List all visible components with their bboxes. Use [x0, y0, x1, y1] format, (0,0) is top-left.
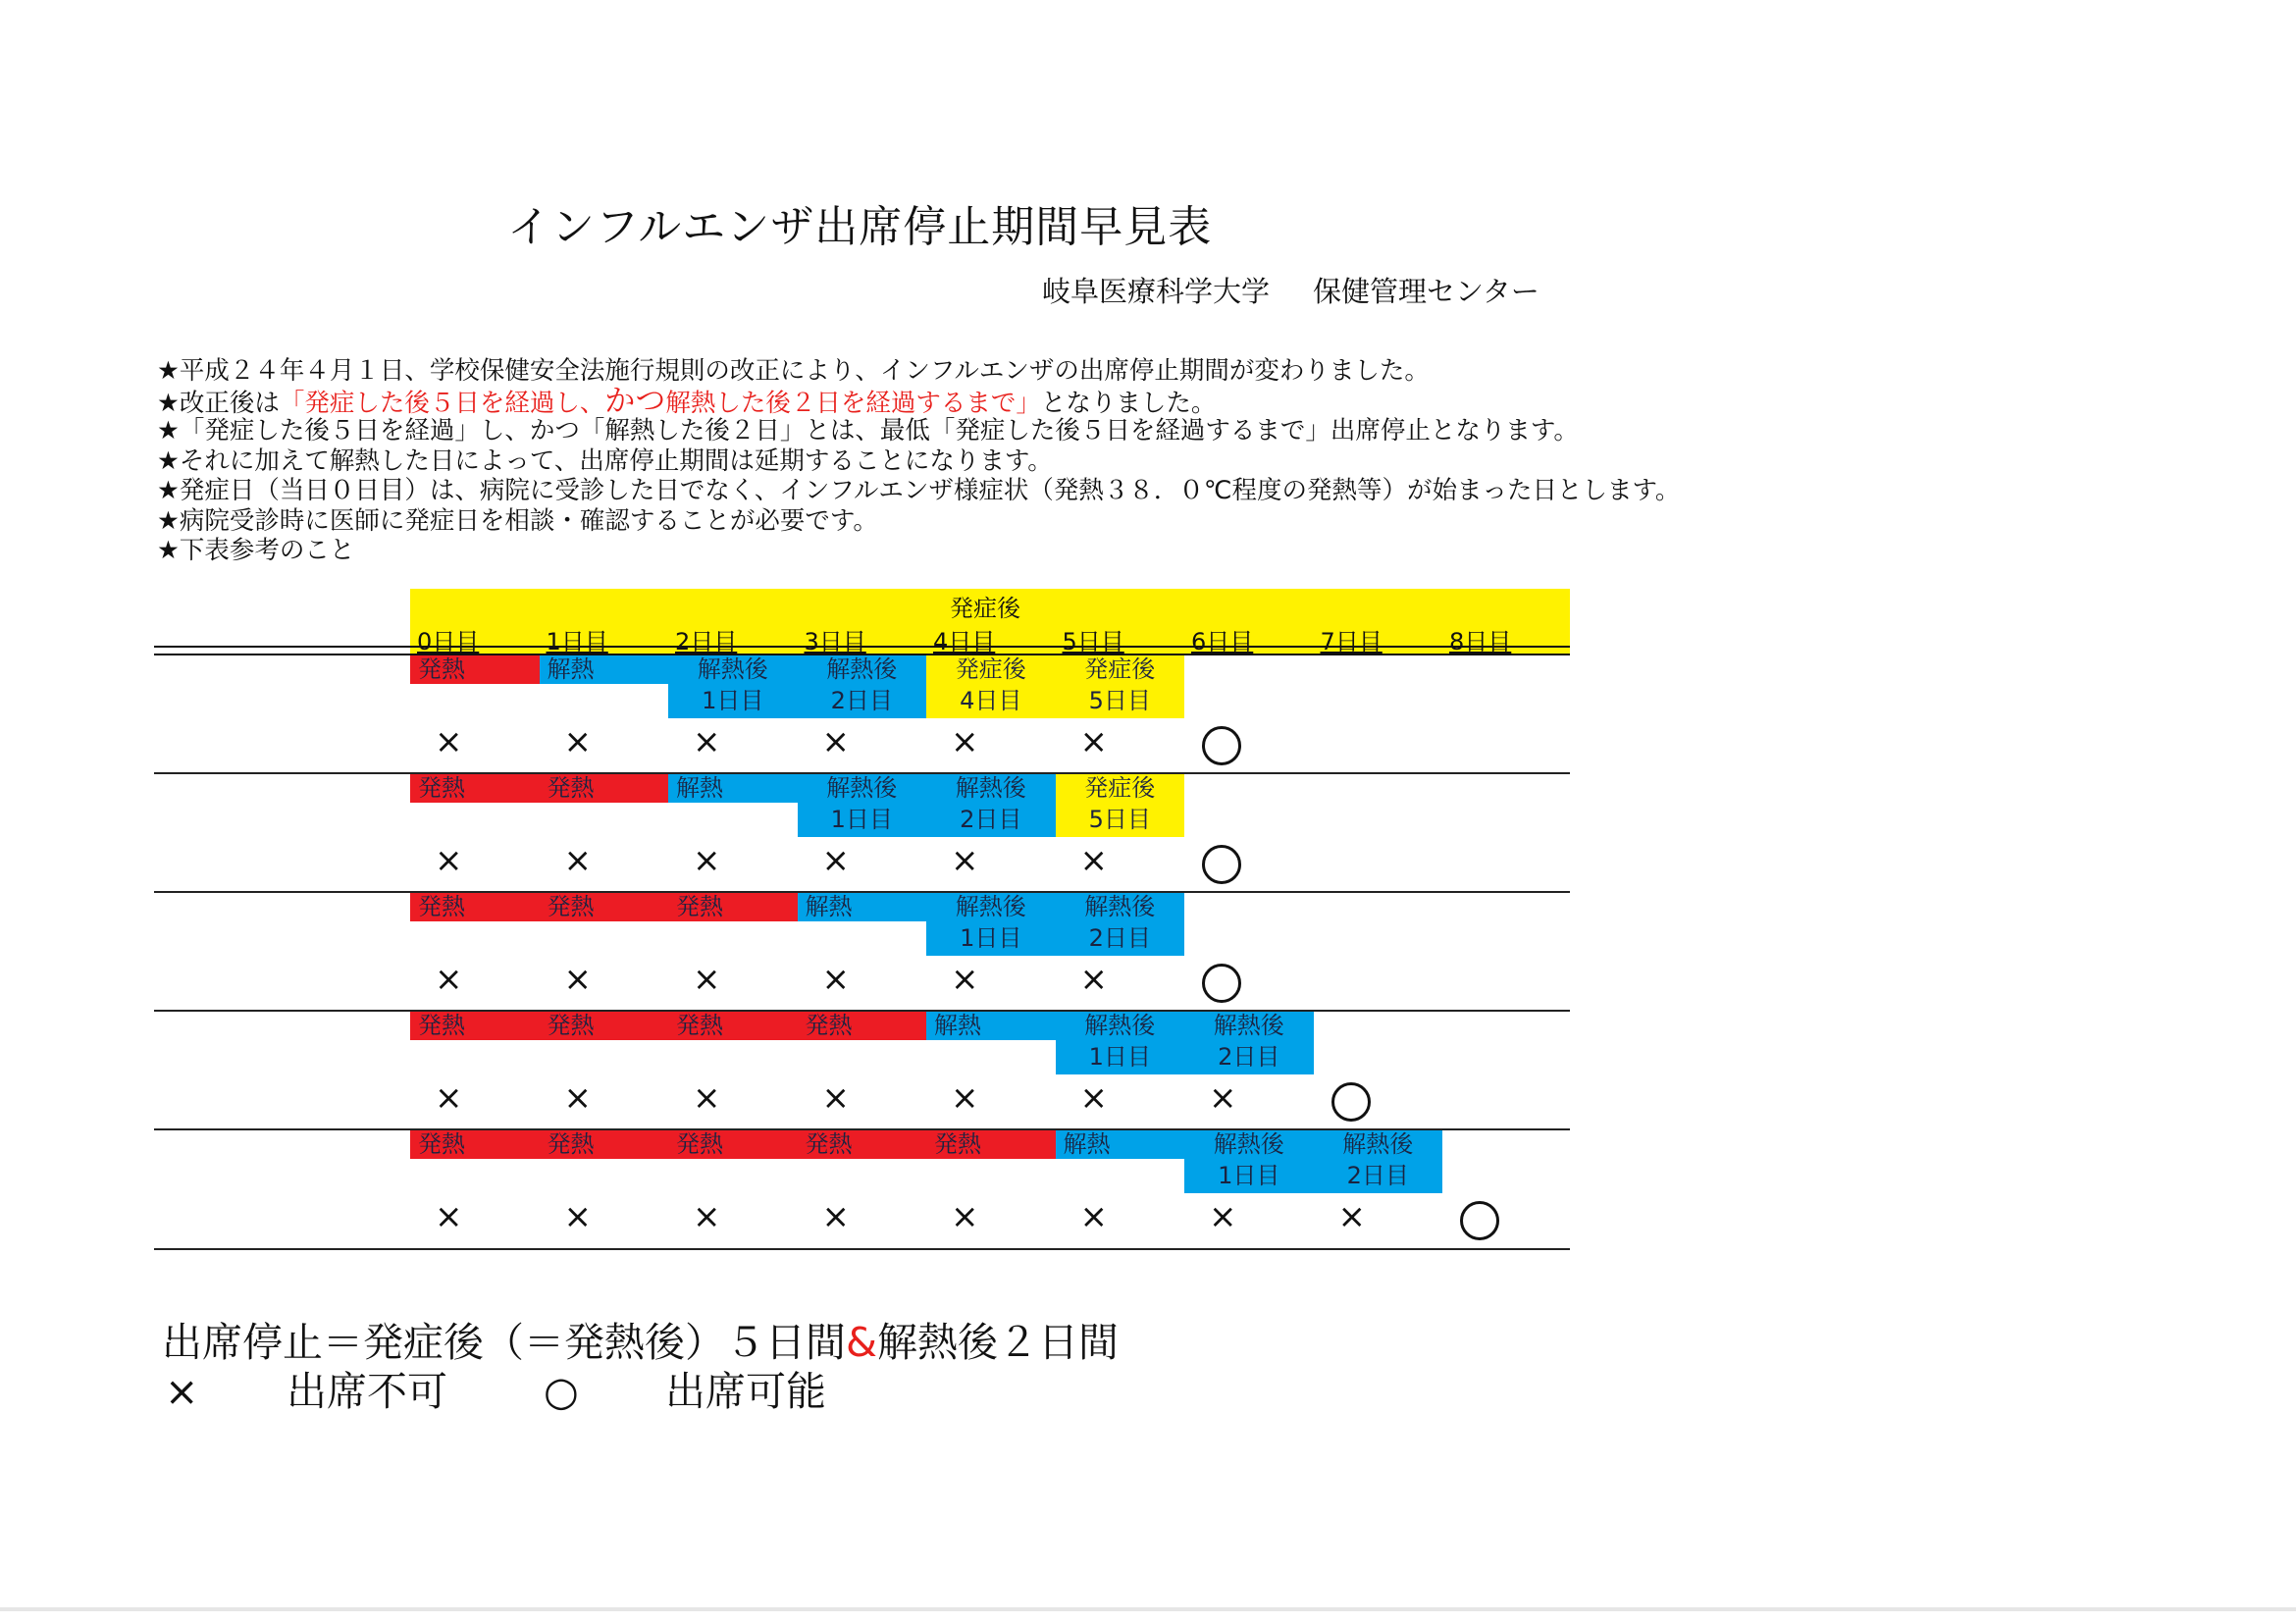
attendance-ng-mark: ×: [821, 722, 850, 761]
status-cell-yellow: [1056, 774, 1185, 837]
note-line: ★下表参考のこと: [157, 536, 355, 565]
note-line: ★病院受診時に医師に発症日を相談・確認することが必要です。: [157, 505, 878, 536]
note-line: ★それに加えて解熱した日によって、出席停止期間は延期することになります。: [157, 445, 1053, 476]
attendance-ng-mark: ×: [951, 960, 979, 999]
attendance-ng-mark: ×: [563, 841, 592, 880]
status-text: 発熱: [418, 774, 465, 802]
status-cell-red: [668, 1012, 798, 1040]
status-text: 発症後: [955, 655, 1026, 683]
status-text: 解熱後: [1213, 1130, 1284, 1158]
attendance-ng-mark: ×: [1079, 1078, 1108, 1118]
day-label: 7日目: [1320, 628, 1383, 655]
status-cell-blue: [798, 774, 927, 837]
status-text: 2日目: [1088, 924, 1151, 952]
attendance-ok-mark: [1331, 1082, 1371, 1122]
status-text: 解熱: [934, 1012, 981, 1039]
page-bottom-rule: [0, 1607, 2296, 1611]
status-cell-red: [668, 1130, 798, 1159]
status-text: 発熱: [547, 1130, 595, 1158]
status-text: 解熱後: [1084, 893, 1156, 920]
status-cell-blue: [1184, 1012, 1314, 1074]
note-line: ★平成２４年４月１日、学校保健安全法施行規則の改正により、インフルエンザの出席停止期間が変わりました。: [157, 356, 1430, 386]
attendance-ng-mark: ×: [693, 1197, 721, 1236]
status-text: 解熱後: [697, 655, 768, 683]
status-text: 4日目: [960, 687, 1022, 714]
status-text: 発熱: [934, 1130, 981, 1158]
day-label: 2日目: [675, 628, 738, 655]
attendance-ng-mark: ×: [951, 1197, 979, 1236]
attendance-ng-mark: ×: [821, 1197, 850, 1236]
status-text: 発熱: [418, 655, 465, 683]
attendance-ng-mark: ×: [1079, 722, 1108, 761]
status-text: 発症後: [1084, 774, 1156, 802]
day-label: 8日目: [1449, 628, 1512, 655]
attendance-ng-mark: ×: [693, 841, 721, 880]
note-suffix: となりました。: [1040, 388, 1217, 418]
attendance-ok-mark: [1202, 964, 1241, 1003]
status-cell-blue: [926, 893, 1056, 956]
status-text: 解熱後: [955, 893, 1026, 920]
day-label: 0日目: [417, 628, 480, 655]
status-cell-blue: [1056, 1130, 1185, 1159]
attendance-ng-mark: ×: [435, 1078, 463, 1118]
day-label: 4日目: [933, 628, 996, 655]
note-line-emphasis: [157, 383, 1680, 419]
circle-symbol: ○: [544, 1368, 579, 1415]
status-text: 5日目: [1088, 806, 1151, 833]
status-text: 解熱後: [826, 774, 898, 802]
status-text: 発熱: [676, 893, 723, 920]
status-cell-red: [668, 893, 798, 921]
status-text: 発熱: [805, 1012, 853, 1039]
status-text: 発熱: [805, 1130, 853, 1158]
status-cell-red: [410, 1130, 540, 1159]
note-line: ★「発症した後５日を経過」し、かつ「解熱した後２日」とは、最低「発症した後５日を経過するまで」出席停止となります。: [157, 416, 1579, 445]
attendance-ng-mark: ×: [435, 722, 463, 761]
status-cell-blue: [1056, 1012, 1185, 1074]
status-cell-blue: [1184, 1130, 1314, 1193]
status-text: 解熱後: [955, 774, 1026, 802]
status-cell-red: [798, 1130, 927, 1159]
status-cell-red: [410, 774, 540, 803]
legend: [165, 1359, 826, 1417]
attendance-ng-mark: ×: [821, 1078, 850, 1118]
status-cell-yellow: [1056, 655, 1185, 718]
onset-label: 発症後: [950, 595, 1020, 622]
attendance-ng-mark: ×: [563, 722, 592, 761]
attendance-ok-mark: [1460, 1201, 1499, 1240]
center-name: 保健管理センター: [1313, 275, 1539, 308]
attendance-ng-mark: ×: [435, 841, 463, 880]
attendance-ng-mark: ×: [563, 960, 592, 999]
status-text: 解熱後: [826, 655, 898, 683]
cross-symbol: ×: [165, 1368, 199, 1415]
status-text: 1日目: [1218, 1162, 1280, 1189]
status-cell-blue: [668, 655, 798, 718]
note-prefix: ★改正後は: [157, 388, 280, 418]
formula-ampersand: &: [846, 1319, 877, 1366]
attendance-ng-mark: ×: [1079, 841, 1108, 880]
status-text: 2日目: [1218, 1043, 1280, 1071]
status-cell-red: [798, 1012, 927, 1040]
status-text: 5日目: [1088, 687, 1151, 714]
status-text: 1日目: [830, 806, 893, 833]
attendance-ng-mark: ×: [693, 722, 721, 761]
organization: [1042, 270, 1539, 310]
status-text: 2日目: [830, 687, 893, 714]
attendance-ng-mark: ×: [951, 841, 979, 880]
cross-label: 出席不可: [287, 1368, 447, 1415]
table-bottom-line: [154, 1248, 1570, 1250]
status-cell-red: [540, 774, 669, 803]
status-cell-red: [410, 655, 540, 684]
status-text: 解熱: [1063, 1130, 1111, 1158]
status-cell-blue: [798, 893, 927, 921]
attendance-ng-mark: ×: [1079, 960, 1108, 999]
university-name: 岐阜医療科学大学: [1042, 275, 1271, 308]
status-text: 発熱: [418, 1012, 465, 1039]
attendance-ng-mark: ×: [1209, 1078, 1237, 1118]
status-text: 発症後: [1084, 655, 1156, 683]
status-text: 解熱後: [1084, 1012, 1156, 1039]
status-cell-yellow: [926, 655, 1056, 718]
note-red-1: 「発症した後５日を経過し、: [279, 388, 605, 418]
status-text: 発熱: [676, 1012, 723, 1039]
attendance-ng-mark: ×: [693, 1078, 721, 1118]
circle-label: 出席可能: [665, 1368, 826, 1415]
status-text: 1日目: [960, 924, 1022, 952]
status-text: 発熱: [418, 1130, 465, 1158]
status-cell-blue: [1314, 1130, 1443, 1193]
status-cell-red: [540, 893, 669, 921]
status-cell-red: [410, 1012, 540, 1040]
status-text: 発熱: [547, 1012, 595, 1039]
status-text: 解熱: [547, 655, 595, 683]
status-text: 発熱: [676, 1130, 723, 1158]
note-red-2: 解熱した後２日を経過するまで」: [665, 388, 1041, 418]
note-line: ★発症日（当日０日目）は、病院に受診した日でなく、インフルエンザ様症状（発熱３８．０℃程度の発熱等）が始まった日とします。: [157, 476, 1681, 505]
attendance-ng-mark: ×: [951, 722, 979, 761]
status-text: 解熱後: [1213, 1012, 1284, 1039]
status-text: 解熱後: [1342, 1130, 1414, 1158]
day-label: 6日目: [1191, 628, 1254, 655]
status-cell-blue: [668, 774, 798, 803]
status-text: 発熱: [547, 774, 595, 802]
day-label: 1日目: [546, 628, 608, 655]
status-cell-blue: [540, 655, 669, 684]
status-cell-blue: [926, 1012, 1056, 1040]
attendance-ng-mark: ×: [951, 1078, 979, 1118]
attendance-ok-mark: [1202, 726, 1241, 765]
formula-part-1: 出席停止＝発症後（＝発熱後）５日間: [162, 1319, 846, 1366]
notes: [157, 356, 1680, 566]
attendance-ng-mark: ×: [563, 1078, 592, 1118]
attendance-ok-mark: [1202, 845, 1241, 884]
attendance-ng-mark: ×: [435, 960, 463, 999]
status-text: 2日目: [960, 806, 1022, 833]
status-cell-red: [540, 1012, 669, 1040]
status-text: 1日目: [1088, 1043, 1151, 1071]
page-title: インフルエンザ出席停止期間早見表: [507, 202, 1213, 252]
day-label: 3日目: [804, 628, 866, 655]
attendance-ng-mark: ×: [821, 960, 850, 999]
status-cell-blue: [926, 774, 1056, 837]
day-label: 5日目: [1062, 628, 1124, 655]
status-text: 発熱: [547, 893, 595, 920]
note-red-big: かつ: [604, 383, 666, 419]
status-cell-red: [410, 893, 540, 921]
status-text: 解熱: [805, 893, 853, 920]
status-text: 1日目: [702, 687, 764, 714]
attendance-ng-mark: ×: [693, 960, 721, 999]
attendance-ng-mark: ×: [563, 1197, 592, 1236]
formula-part-2: 解熱後２日間: [876, 1319, 1119, 1366]
status-cell-blue: [798, 655, 927, 718]
attendance-ng-mark: ×: [1209, 1197, 1237, 1236]
attendance-ng-mark: ×: [821, 841, 850, 880]
status-cell-red: [926, 1130, 1056, 1159]
status-text: 2日目: [1346, 1162, 1409, 1189]
status-cell-red: [540, 1130, 669, 1159]
attendance-ng-mark: ×: [1079, 1197, 1108, 1236]
status-text: 解熱: [676, 774, 723, 802]
status-text: 発熱: [418, 893, 465, 920]
attendance-ng-mark: ×: [435, 1197, 463, 1236]
status-cell-blue: [1056, 893, 1185, 956]
attendance-ng-mark: ×: [1337, 1197, 1366, 1236]
